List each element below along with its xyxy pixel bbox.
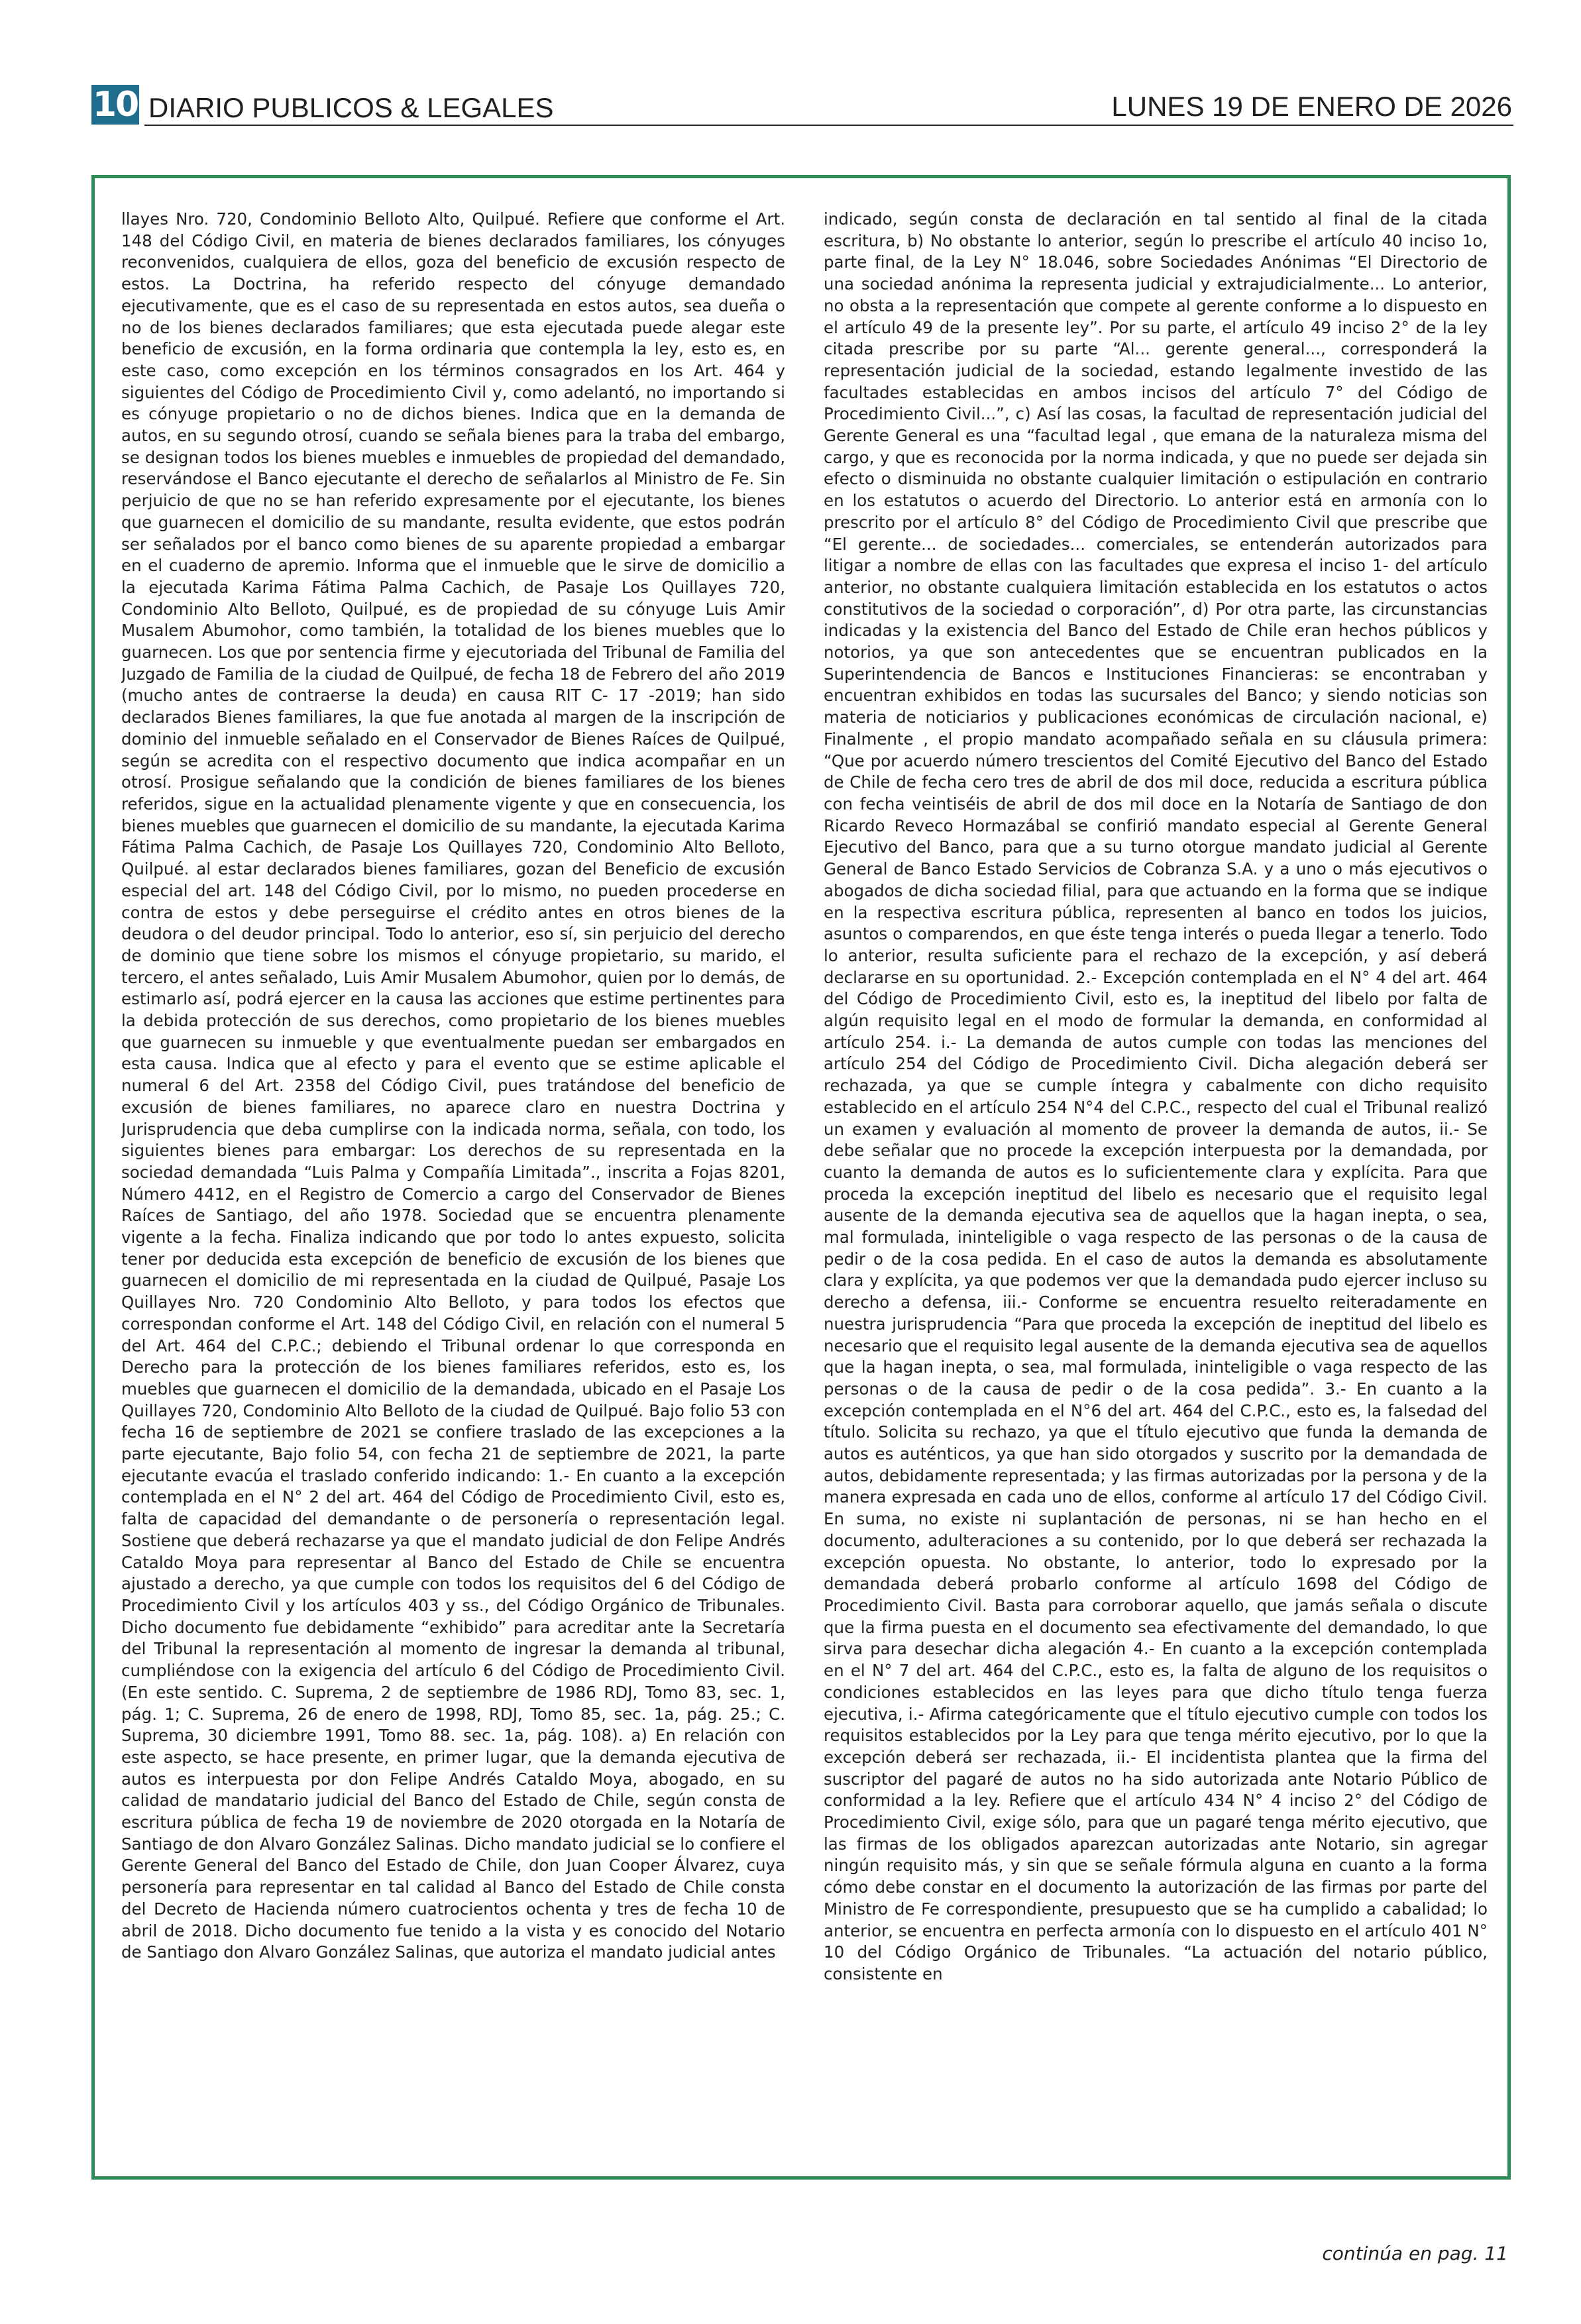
continuation-note: continúa en pag. 11 bbox=[1322, 2243, 1508, 2264]
masthead bbox=[91, 83, 1513, 126]
article-column-left: llayes Nro. 720, Condominio Belloto Alto, Quilpué. Refiere que conforme el Art. 148 del Código Civil, en materia de bienes declarados familiares, los cónyuges reconvenidos, cualquiera de ellos, goza del beneficio de excusión respecto de estos. La Doctrina, ha referido respecto del cónyuge demandado ejecutivamente, que es el caso de su representada en estos autos, sea dueña o no de los bienes declarados familiares; que esta ejecutada puede alegar este beneficio de excusión, en la forma ordinaria que contempla la ley, esto es, en este caso, como excepción en los términos consagrados en los Art. 464 y siguientes del Código de Procedimiento Civil y, como adelantó, no importando si es cónyuge propietario o no de dichos bienes. Indica que en la demanda de autos, en su segundo otrosí, cuando se señala bienes para la traba del embargo, se designan todos los bienes muebles e inmuebles de propiedad del demandado, reservándose el Banco ejecutante el derecho de señalarlos al Ministro de Fe. Sin perjuicio de que no se han referido expresamente por el ejecutante, los bienes que guarnecen el domicilio de su mandante, resulta evidente, que estos podrán ser señalados por el banco como bienes de su aparente propiedad a embargar en el cuaderno de apremio. Informa que el inmueble que le sirve de domicilio a la ejecutada Karima Fátima Palma Cachich, de Pasaje Los Quillayes 720, Condominio Alto Belloto, Quilpué, es de propiedad de su cónyuge Luis Amir Musalem Abumohor, como también, la totalidad de los bienes muebles que lo guarnecen. Los que por sentencia firme y ejecutoriada del Tribunal de Familia del Juzgado de Familia de la ciudad de Quilpué, de fecha 18 de Febrero del año 2019 (mucho antes de contraerse la deuda) en causa RIT C- 17 -2019; han sido declarados Bienes familiares, la que fue anotada al margen de la inscripción de dominio del inmueble señalado en el Conservador de Bienes Raíces de Quilpué, según se acredita con el respectivo documento que indica acompañar en un otrosí. Prosigue señalando que la condición de bienes familiares de los bienes referidos, sigue en la actualidad plenamente vigente y que en consecuencia, los bienes muebles que guarnecen el domicilio de su mandante, la ejecutada Karima Fátima Palma Cachich, de Pasaje Los Quillayes 720, Condominio Alto Belloto, Quilpué. al estar declarados bienes familiares, gozan del Beneficio de excusión especial del art. 148 del Código Civil, por lo mismo, no pueden procederse en contra de estos y debe perseguirse el crédito antes en otros bienes de la deudora o del deudor principal. Todo lo anterior, eso sí, sin perjuicio del derecho de dominio que tiene sobre los mismos el cónyuge propietario, su marido, el tercero, el antes señalado, Luis Amir Musalem Abumohor, quien por lo demás, de estimarlo así, podrá ejercer en la causa las acciones que estime pertinentes para la debida protección de sus derechos, como propietario de los bienes muebles que guarnecen su inmueble y que eventualmente puedan ser embargados en esta causa. Indica que al efecto y para el evento que se estime aplicable el numeral 6 del Art. 2358 del Código Civil, pues tratándose del beneficio de excusión de bienes familiares, no aparece claro en nuestra Doctrina y Jurisprudencia que deba cumplirse con la indicada norma, señala, con todo, los siguientes bienes para embargar: Los derechos de su representada en la sociedad demandada “Luis Palma y Compañía Limitada”., inscrita a Fojas 8201, Número 4412, en el Registro de Comercio a cargo del Conservador de Bienes Raíces de Santiago, del año 1978. Sociedad que se encuentra plenamente vigente a la fecha. Finaliza indicando que por todo lo antes expuesto, solicita tener por deducida esta excepción de beneficio de excusión de los bienes que guarnecen el domicilio de mi representada en la ciudad de Quilpué, Pasaje Los Quillayes Nro. 720 Condominio Alto Belloto, y para todos los efectos que correspondan conforme el Art. 148 del Código Civil, en relación con el numeral 5 del Art. 464 del C.P.C.; debiendo el Tribunal ordenar lo que corresponda en Derecho para la protección de los bienes familiares referidos, esto es, los muebles que guarnecen el domicilio de la demandada, ubicado en el Pasaje Los Quillayes 720, Condominio Alto Belloto de la ciudad de Quilpué. Bajo folio 53 con fecha 16 de septiembre de 2021 se confiere traslado de las excepciones a la parte ejecutante, Bajo folio 54, con fecha 21 de septiembre de 2021, la parte ejecutante evacúa el traslado conferido indicando: 1.- En cuanto a la excepción contemplada en el N° 2 del art. 464 del Código de Procedimiento Civil, esto es, falta de capacidad del demandante o de personería o representación legal. Sostiene que deberá rechazarse ya que el mandato judicial de don Felipe Andrés Cataldo Moya para representar al Banco del Estado de Chile se encuentra ajustado a derecho, ya que cumple con todos los requisitos del 6 del Código de Procedimiento Civil y los artículos 403 y ss., del Código Orgánico de Tribunales. Dicho documento fue debidamente “exhibido” para acreditar ante la Secretaría del Tribunal la representación al momento de ingresar la demanda al tribunal, cumpliéndose con la exigencia del artículo 6 del Código de Procedimiento Civil. (En este sentido. C. Suprema, 2 de septiembre de 1986 RDJ, Tomo 83, sec. 1, pág. 1; C. Suprema, 26 de enero de 1998, RDJ, Tomo 85, sec. 1a, pág. 25.; C. Suprema, 30 diciembre 1991, Tomo 88. sec. 1a, pág. 108). a) En relación con este aspecto, se hace presente, en primer lugar, que la demanda ejecutiva de autos es interpuesta por don Felipe Andrés Cataldo Moya, abogado, en su calidad de mandatario judicial del Banco del Estado de Chile, según consta de escritura pública de fecha 19 de noviembre de 2020 otorgada en la Notaría de Santiago de don Alvaro González Salinas. Dicho mandato judicial se lo confiere el Gerente General del Banco del Estado de Chile, don Juan Cooper Álvarez, cuya personería para representar en tal calidad al Banco del Estado de Chile consta del Decreto de Hacienda número cuatrocientos ochenta y tres de fecha 10 de abril de 2018. Dicho documento fue tenido a la vista y es conocido del Notario de Santiago don Alvaro González Salinas, que autoriza el mandato judicial antes bbox=[121, 209, 785, 1962]
page-number: 10 bbox=[92, 85, 138, 125]
article-frame bbox=[91, 175, 1511, 2180]
issue-date: LUNES 19 DE ENERO DE 2026 bbox=[1111, 91, 1512, 122]
article-column-right: indicado, según consta de declaración en tal sentido al final de la citada escritura, b) No obstante lo anterior, según lo prescribe el artículo 40 inciso 1o, parte final, de la Ley N° 18.046, sobre Sociedades Anónimas “El Directorio de una sociedad anónima la representa judicial y extrajudicialmente... Lo anterior, no obsta a la representación que compete al gerente conforme a lo dispuesto en el artículo 49 de la presente ley”. Por su parte, el artículo 49 inciso 2° de la ley citada prescribe por su parte “Al... gerente general..., corresponderá la representación judicial de la sociedad, estando legalmente investido de las facultades establecidas en ambos incisos del artículo 7° del Código de Procedimiento Civil...”, c) Así las cosas, la facultad de representación judicial del Gerente General es una “facultad legal , que emana de la naturaleza misma del cargo, y que es reconocida por la norma indicada, y que no puede ser dejada sin efecto o disminuida no obstante cualquier limitación o estipulación en contrario en los estatutos o acuerdo del Directorio. Lo anterior está en armonía con lo prescrito por el artículo 8° del Código de Procedimiento Civil que prescribe que “El gerente... de sociedades... comerciales, se entenderán autorizados para litigar a nombre de ellas con las facultades que expresa el inciso 1- del artículo anterior, no obstante cualquiera limitación establecida en los estatutos o actos constitutivos de la sociedad o corporación”, d) Por otra parte, las circunstancias indicadas y la existencia del Banco del Estado de Chile eran hechos públicos y notorios, ya que son antecedentes que se encuentran publicados en la Superintendencia de Bancos e Instituciones Financieras: se encontraban y encuentran exhibidos en todas las sucursales del Banco; y siendo noticias son materia de noticiarios y publicaciones económicas de circulación nacional, e) Finalmente , el propio mandato acompañado señala en su cláusula primera: “Que por acuerdo número trescientos del Comité Ejecutivo del Banco del Estado de Chile de fecha cero tres de abril de dos mil doce, reducida a escritura pública con fecha veintiséis de abril de dos mil doce en la Notaría de Santiago de don Ricardo Reveco Hormazábal se confirió mandato especial al Gerente General Ejecutivo del Banco, para que a su turno otorgue mandato judicial al Gerente General de Banco Estado Servicios de Cobranza S.A. y a uno o más ejecutivos o abogados de dicha sociedad filial, para que actuando en la forma que se indique en la respectiva escritura pública, representen al banco en todos los juicios, asuntos o comparendos, en que éste tenga interés o pueda llegar a tenerlo. Todo lo anterior, resulta suficiente para el rechazo de la excepción, y así deberá declararse en su oportunidad. 2.- Excepción contemplada en el N° 4 del art. 464 del Código de Procedimiento Civil, esto es, la ineptitud del libelo por falta de algún requisito legal en el modo de formular la demanda, en conformidad al artículo 254. i.- La demanda de autos cumple con todas las menciones del artículo 254 del Código de Procedimiento Civil. Dicha alegación deberá ser rechazada, ya que se cumple íntegra y cabalmente con dicho requisito establecido en el artículo 254 N°4 del C.P.C., respecto del cual el Tribunal realizó un examen y evaluación al momento de proveer la demanda de autos, ii.- Se debe señalar que no procede la excepción interpuesta por la demandada, por cuanto la demanda de autos es lo suficientemente clara y explícita. Para que proceda la excepción ineptitud del libelo es necesario que el requisito legal ausente de la demanda ejecutiva sea de aquellos que la hagan inepta, o sea, mal formulada, ininteligible o vaga respecto de las personas o de la causa de pedir o de la cosa pedida. En el caso de autos la demanda es absolutamente clara y explícita, ya que podemos ver que la demandada pudo ejercer incluso su derecho a defensa, iii.- Conforme se encuentra resuelto reiteradamente en nuestra jurisprudencia “Para que proceda la excepción de ineptitud del libelo es necesario que el requisito legal ausente de la demanda ejecutiva sea de aquellos que la hagan inepta, o sea, mal formulada, ininteligible o vaga respecto de las personas o de la causa de pedir o de la cosa pedida”. 3.- En cuanto a la excepción contemplada en el N°6 del art. 464 del C.P.C., esto es, la falsedad del título. Solicita su rechazo, ya que el título ejecutivo que funda la demanda de autos es auténticos, ya que han sido otorgados y suscrito por la demandada de autos, debidamente representada; y las firmas autorizadas por la persona y de la manera expresada en cada uno de ellos, conforme al artículo 17 del Código Civil. En suma, no existe ni suplantación de personas, ni se han hecho en el documento, adulteraciones a su contenido, por lo que deberá ser rechazada la excepción opuesta. No obstante, lo anterior, todo lo expresado por la demandada deberá probarlo conforme al artículo 1698 del Código de Procedimiento Civil. Basta para corroborar aquello, que jamás señala o discute que la firma puesta en el documento sea efectivamente del demandado, lo que sirva para desechar dicha alegación 4.- En cuanto a la excepción contemplada en el N° 7 del art. 464 del C.P.C., esto es, la falta de alguno de los requisitos o condiciones establecidos en las leyes para que dicho título tenga fuerza ejecutiva, i.- Afirma categóricamente que el título ejecutivo cumple con todos los requisitos establecidos por la Ley para que tenga mérito ejecutivo, por lo que la excepción deberá ser rechazada, ii.- El incidentista plantea que la firma del suscriptor del pagaré de autos no ha sido autorizada ante Notario Público de conformidad a la ley. Refiere que el artículo 434 N° 4 inciso 2° del Código de Procedimiento Civil, exige sólo, para que un pagaré tenga mérito ejecutivo, que las firmas de los obligados aparezcan autorizadas ante Notario, sin agregar ningún requisito más, y sin que se señale fórmula alguna en cuanto a la forma cómo debe constar en el documento la autorización de las firmas por parte del Ministro de Fe correspondiente, presupuesto que se ha cumplido a cabalidad; lo anterior, se encuentra en perfecta armonía con lo dispuesto en el artículo 401 N° 10 del Código Orgánico de Tribunales. “La actuación del notario público, consistente en bbox=[824, 209, 1488, 1983]
masthead-rule bbox=[144, 125, 1513, 126]
publication-name: DIARIO PUBLICOS & LEGALES bbox=[148, 92, 554, 123]
